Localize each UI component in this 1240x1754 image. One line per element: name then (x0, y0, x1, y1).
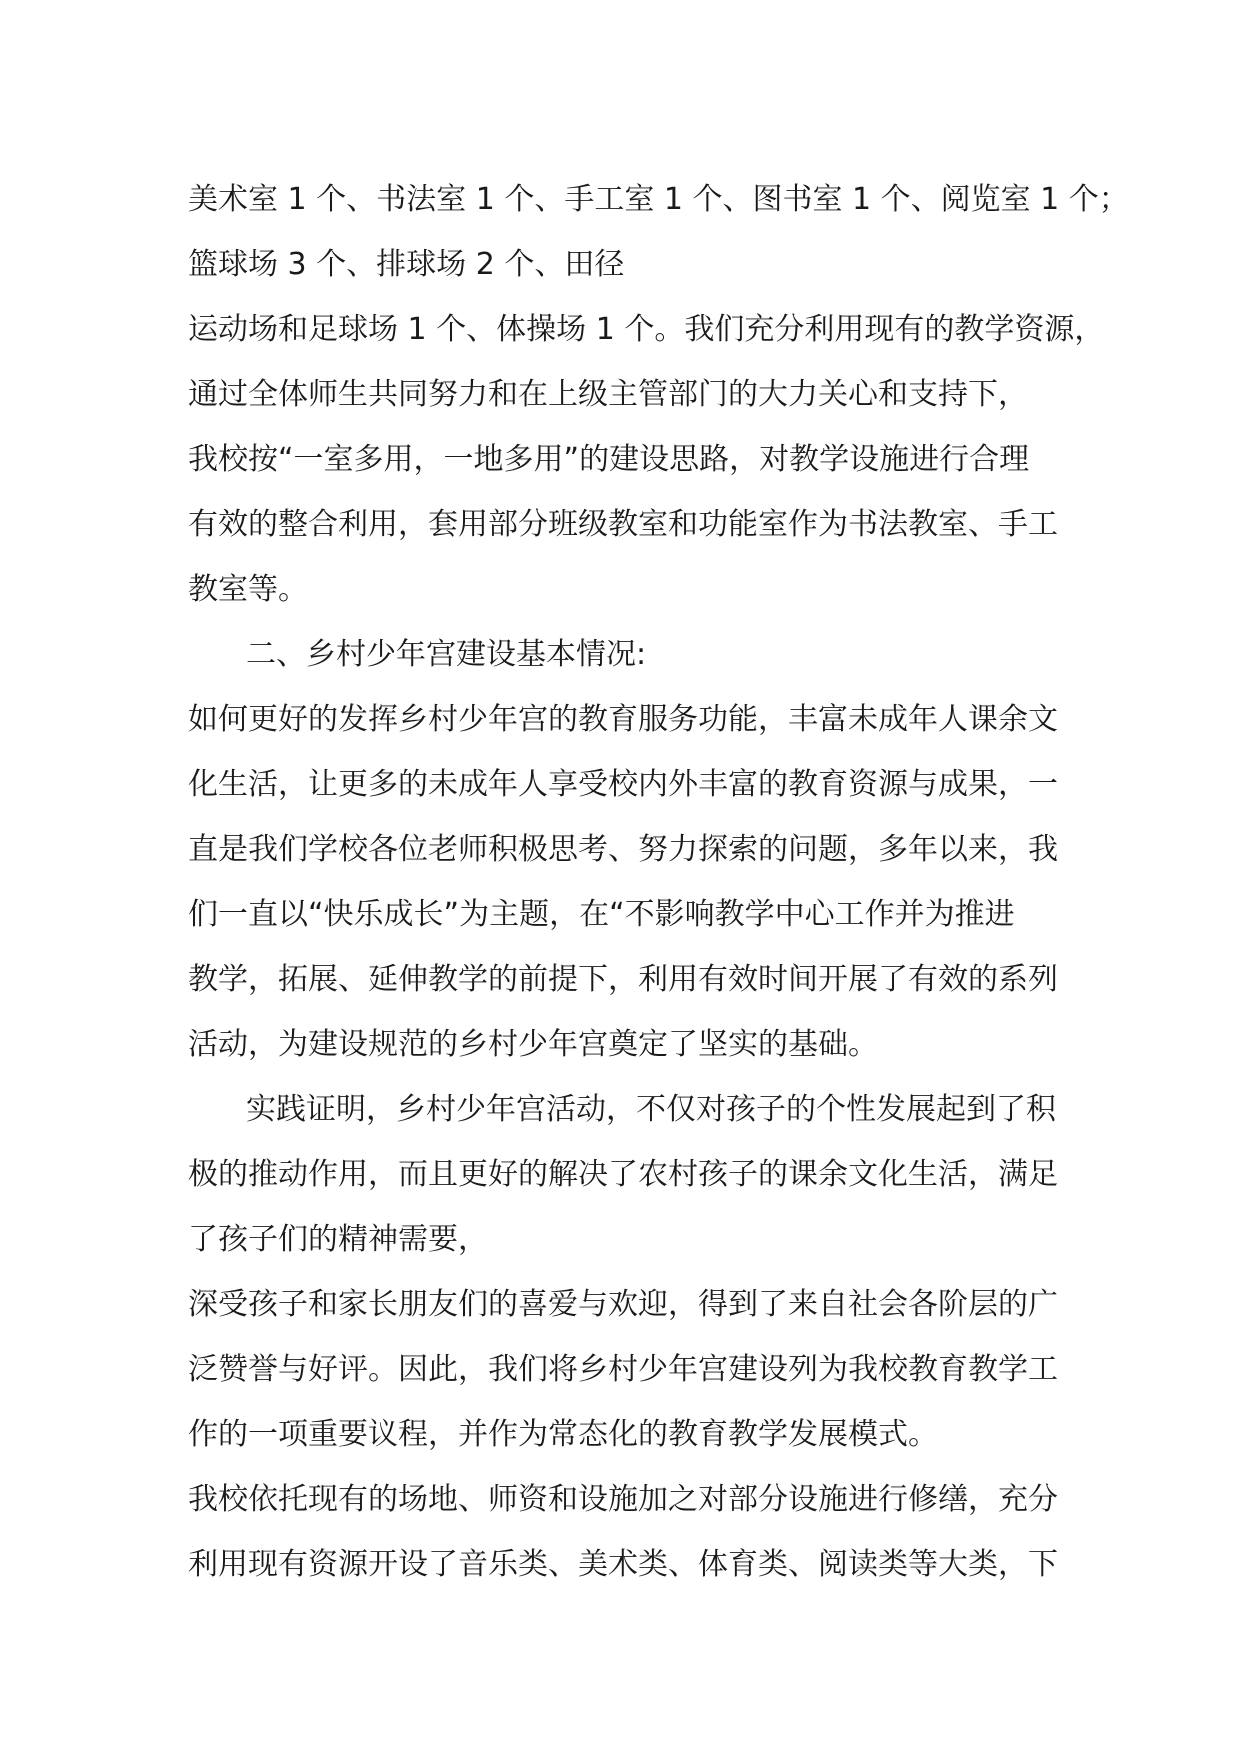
text-line: 作的一项重要议程，并作为常态化的教育教学发展模式。 (188, 1417, 938, 1452)
text-line: 美术室 1 个、书法室 1 个、手工室 1 个、图书室 1 个、阅览室 1 个； (188, 182, 1129, 217)
text-line: 了孩子们的精神需要， (188, 1222, 488, 1257)
text-line: 们一直以“快乐成长”为主题，在“不影响教学中心工作并为推进 (188, 897, 1015, 932)
text-line: 我校按“一室多用，一地多用”的建设思路，对教学设施进行合理 (188, 442, 1030, 477)
text-line: 极的推动作用，而且更好的解决了农村孩子的课余文化生活，满足 (188, 1157, 1058, 1192)
text-line: 篮球场 3 个、排球场 2 个、田径 (188, 247, 625, 282)
text-line: 活动，为建设规范的乡村少年宫奠定了坚实的基础。 (188, 1027, 878, 1062)
section-heading: 二、乡村少年宫建设基本情况: (246, 637, 647, 672)
text-line: 运动场和足球场 1 个、体操场 1 个。我们充分利用现有的教学资源， (188, 312, 1105, 347)
text-line: 利用现有资源开设了音乐类、美术类、体育类、阅读类等大类，下 (188, 1547, 1058, 1582)
text-line: 化生活，让更多的未成年人享受校内外丰富的教育资源与成果，一 (188, 767, 1058, 802)
paragraph-start-line: 实践证明，乡村少年宫活动，不仅对孩子的个性发展起到了积 (246, 1092, 1056, 1127)
text-line: 通过全体师生共同努力和在上级主管部门的大力关心和支持下， (188, 377, 1028, 412)
text-line: 如何更好的发挥乡村少年宫的教育服务功能，丰富未成年人课余文 (188, 702, 1058, 737)
text-line: 直是我们学校各位老师积极思考、努力探索的问题，多年以来，我 (188, 832, 1058, 867)
text-line: 我校依托现有的场地、师资和设施加之对部分设施进行修缮，充分 (188, 1482, 1058, 1517)
document-body (188, 167, 1129, 1597)
text-line: 有效的整合利用，套用部分班级教室和功能室作为书法教室、手工 (188, 507, 1058, 542)
text-line: 深受孩子和家长朋友们的喜爱与欢迎，得到了来自社会各阶层的广 (188, 1287, 1058, 1322)
text-line: 泛赞誉与好评。因此，我们将乡村少年宫建设列为我校教育教学工 (188, 1352, 1058, 1387)
text-line: 教室等。 (188, 572, 308, 607)
text-line: 教学，拓展、延伸教学的前提下，利用有效时间开展了有效的系列 (188, 962, 1058, 997)
